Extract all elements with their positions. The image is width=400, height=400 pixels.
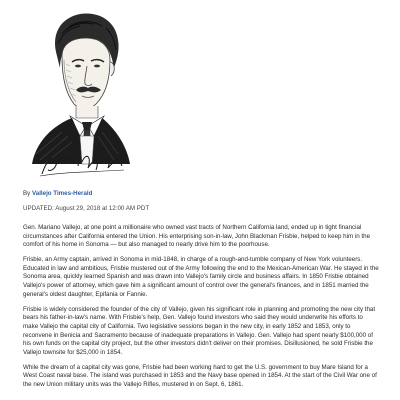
article-body xyxy=(23,224,379,396)
article-paragraph: Frisbie, an Army captain, arrived in Sonoma in mid-1848, in charge of a rough-and-tumble company of New York volunteers. Educated in law and ambitious, Frisbie mustered out of the Army following the end to the Mexican-American War. He stayed in the Sonoma area, quickly learned Spanish and was drawn into Vallejo's family circle and business affairs. In 1850 Frisbie obtained Vallejo's power of attorney, which gave him a significant amount of control over the general's finances, and in 1851 married the general's oldest daughter, Epifania or Fannie. xyxy=(23,256,379,298)
byline xyxy=(23,190,92,198)
updated-timestamp: UPDATED: August 29, 2018 at 12:00 AM PDT xyxy=(23,205,150,212)
byline-prefix: By xyxy=(23,190,31,197)
article-paragraph: Frisbie is widely considered the founder of the city of Vallejo, given his significant role in planning and promoting the new city that bears his father-in-law's name. With Frisbie's help, Gen. Vallejo found investors who said they would underwrite his efforts to make Vallejo the capital city of California. Two legislative sessions began in the new city, in early 1852 and 1853, only to reconvene in Benicia and Sacramento because of inadequate preparations in Vallejo. Gen. Vallejo had spent nearly $100,000 of his own funds on the capital city project, but the other investors didn't deliver on their promises. Disillusioned, he sold Frisbie the Vallejo townsite for $25,000 in 1854. xyxy=(23,305,376,356)
author-link[interactable]: Vallejo Times-Herald xyxy=(31,190,93,197)
portrait-engraving xyxy=(22,4,140,178)
article-paragraph: Gen. Mariano Vallejo, at one point a millionaire who owned vast tracts of Northern California land, ended up in tight financial circumstances after California entered the Union. His enterprising son-in-law, John Blackman Frisbie, helped to keep him in the comfort of his home in Sonoma — but also managed to nearly drive him to the poorhouse. xyxy=(23,224,371,249)
article-paragraph: While the dream of a capital city was gone, Frisbie had been working hard to get the U.S. government to buy Mare Island for a West Coast naval base. The island was purchased in 1853 and the Navy base opened in 1854. At the start of the Civil War one of the new Union military units was the Vallejo Rifles, mustered in on Sept. 6, 1861. xyxy=(23,363,377,388)
